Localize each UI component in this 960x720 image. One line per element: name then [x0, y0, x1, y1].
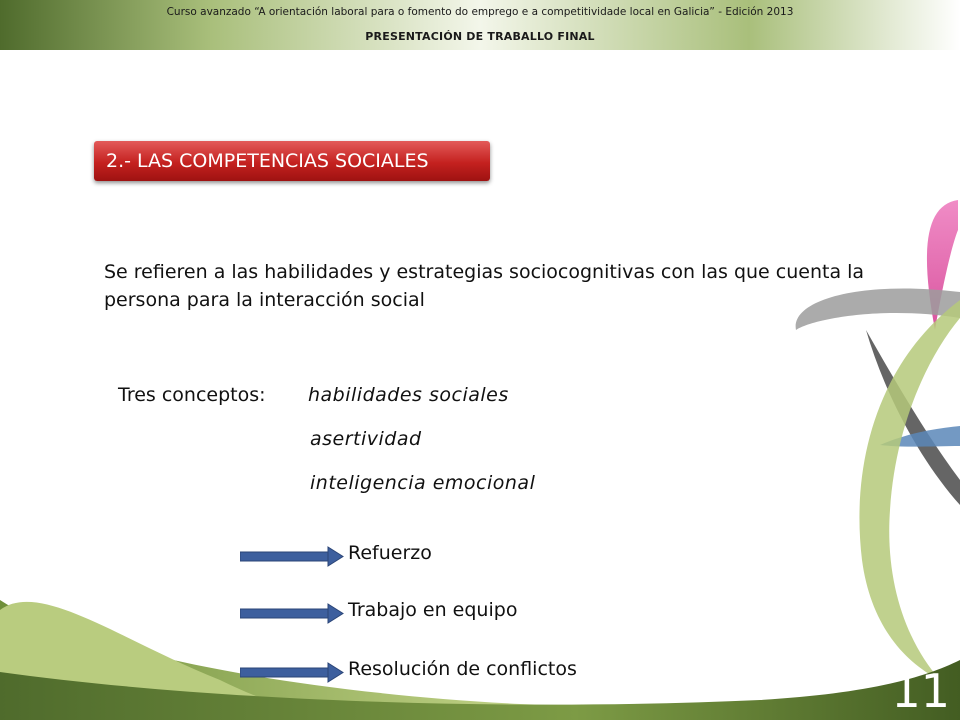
presentation-subtitle: PRESENTACIÓN DE TRABALLO FINAL	[365, 30, 595, 43]
concept-item: asertividad	[310, 428, 422, 450]
course-title: Curso avanzado “A orientación laboral para o fomento do emprego e a competitividade local en Galicia” - Edición 2013	[166, 6, 794, 18]
outcome-label: Refuerzo	[348, 542, 432, 564]
section-title-banner	[94, 141, 490, 181]
section-title: 2.- LAS COMPETENCIAS SOCIALES	[106, 150, 429, 172]
outcome-item	[240, 658, 640, 688]
definition-text: Se refieren a las habilidades y estrategias sociocognitivas con las que cuenta la persona para la interacción social	[104, 261, 865, 311]
slide-number: 11	[891, 664, 950, 718]
green-swirl	[859, 300, 960, 680]
right-arrow-icon	[240, 603, 344, 625]
outcome-label: Trabajo en equipo	[348, 599, 518, 621]
outcome-label: Resolución de conflictos	[348, 658, 577, 680]
right-arrow-icon	[240, 546, 344, 568]
outcome-item	[240, 542, 640, 572]
right-arrow-icon	[240, 662, 344, 684]
concepts-label: Tres conceptos:	[118, 384, 266, 406]
outcome-item	[240, 599, 640, 629]
concept-item: habilidades sociales	[308, 384, 509, 406]
concept-item: inteligencia emocional	[310, 472, 536, 494]
